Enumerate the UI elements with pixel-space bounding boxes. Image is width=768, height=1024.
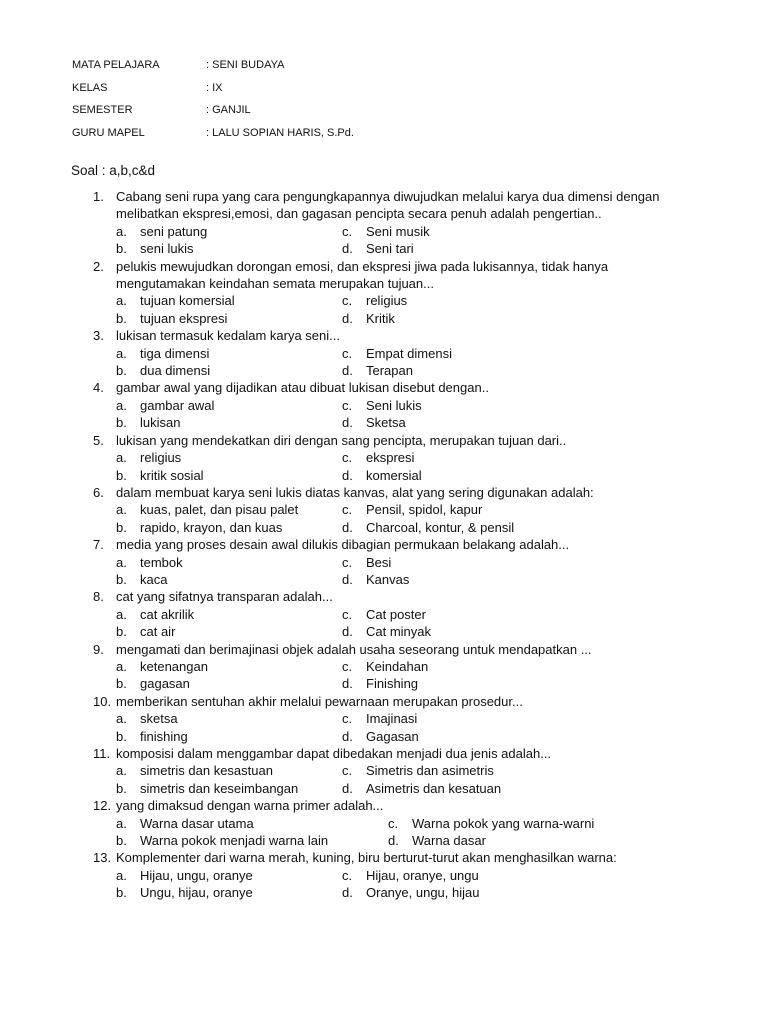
- option-text: Empat dimensi: [366, 345, 452, 361]
- option-row: [93, 397, 693, 414]
- answer-option: [116, 292, 342, 309]
- question-number: 2.: [93, 258, 104, 274]
- answer-option: [388, 815, 614, 832]
- answer-option: [116, 658, 342, 675]
- option-letter: b.: [116, 676, 127, 692]
- question-line: [93, 797, 693, 814]
- answer-option: [342, 762, 568, 779]
- option-text: ekspresi: [366, 450, 415, 466]
- question-item: [93, 797, 693, 849]
- question-item: [93, 536, 693, 588]
- option-row: [93, 815, 693, 832]
- option-text: Asimetris dan kesatuan: [366, 780, 502, 796]
- option-row: [93, 710, 693, 727]
- option-text: Terapan: [366, 363, 413, 379]
- option-letter: d.: [342, 728, 353, 744]
- option-row: [93, 345, 693, 362]
- answer-option: [342, 240, 568, 257]
- option-letter: a.: [116, 815, 127, 831]
- option-text: seni lukis: [140, 241, 194, 257]
- header-label: GURU MAPEL: [72, 126, 145, 139]
- header-value: : GANJIL: [206, 104, 251, 116]
- option-letter: b.: [116, 310, 127, 326]
- question-item: [93, 484, 693, 536]
- question-item: [93, 641, 693, 693]
- option-text: komersial: [366, 467, 422, 483]
- option-text: simetris dan kesastuan: [140, 763, 273, 779]
- option-text: Seni musik: [366, 223, 430, 239]
- option-text: dua dimensi: [140, 363, 211, 379]
- option-letter: a.: [116, 450, 127, 466]
- answer-option: [342, 554, 568, 571]
- answer-option: [116, 867, 342, 884]
- header-label: SEMESTER: [72, 104, 133, 116]
- option-text: Imajinasi: [366, 711, 418, 727]
- option-letter: c.: [342, 554, 353, 570]
- option-text: simetris dan keseimbangan: [140, 780, 299, 796]
- question-item: [93, 745, 693, 797]
- option-text: Gagasan: [366, 728, 419, 744]
- answer-option: [116, 362, 342, 379]
- option-text: Warna dasar: [412, 833, 486, 849]
- option-text: religius: [140, 450, 182, 466]
- question-number: 6.: [93, 484, 104, 500]
- question-line: [93, 849, 693, 866]
- option-letter: d.: [342, 310, 353, 326]
- question-number: 11.: [93, 746, 111, 761]
- option-row: [93, 240, 693, 257]
- option-text: gambar awal: [140, 397, 215, 413]
- answer-option: [116, 240, 342, 257]
- option-text: religius: [366, 293, 408, 309]
- question-text: mengamati dan berimajinasi objek adalah usaha seseorang untuk mendapatkan ...: [116, 641, 592, 657]
- option-letter: d.: [342, 519, 353, 535]
- question-line: [93, 327, 693, 344]
- question-line: [93, 641, 693, 658]
- question-text: Cabang seni rupa yang cara pengungkapannya diwujudkan melalui karya dua dimensi dengan melibatkan ekspresi,emosi, dan gagasan pencipta secara penuh adalah pengertian..: [116, 189, 660, 222]
- option-letter: a.: [116, 763, 127, 779]
- answer-option: [342, 223, 568, 240]
- document-header: [72, 57, 354, 147]
- option-letter: a.: [116, 867, 127, 883]
- header-row-semester: [72, 102, 354, 125]
- option-text: Oranye, ungu, hijau: [366, 885, 480, 901]
- question-text: pelukis mewujudkan dorongan emosi, dan ekspresi jiwa pada lukisannya, tidak hanya mengutamakan keindahan semata merupakan tujuan...: [116, 258, 609, 292]
- option-text: tembok: [140, 554, 183, 570]
- answer-option: [342, 467, 568, 484]
- question-number: 10.: [93, 693, 112, 709]
- question-number: 9.: [93, 641, 104, 657]
- question-line: [93, 536, 693, 553]
- option-text: Seni lukis: [366, 397, 422, 413]
- option-row: [93, 884, 693, 901]
- option-text: Finishing: [366, 676, 419, 692]
- option-row: [93, 780, 693, 797]
- question-list: [93, 188, 693, 902]
- option-text: finishing: [140, 728, 188, 744]
- answer-option: [342, 449, 568, 466]
- option-row: [93, 658, 693, 675]
- answer-option: [342, 362, 568, 379]
- option-row: [93, 467, 693, 484]
- header-row-teacher: [72, 125, 354, 148]
- answer-option: [116, 832, 388, 849]
- answer-option: [116, 623, 342, 640]
- option-letter: c.: [342, 711, 353, 727]
- answer-option: [342, 414, 568, 431]
- option-text: kaca: [140, 571, 168, 587]
- option-text: seni patung: [140, 223, 208, 239]
- question-text: memberikan sentuhan akhir melalui pewarnaan merupakan prosedur...: [116, 693, 523, 709]
- option-text: Ungu, hijau, oranye: [140, 885, 253, 901]
- question-line: [93, 188, 693, 223]
- answer-option: [342, 710, 568, 727]
- question-number: 3.: [93, 328, 104, 344]
- option-text: Charcoal, kontur, & pensil: [366, 519, 515, 535]
- option-text: tiga dimensi: [140, 345, 210, 361]
- option-letter: c.: [342, 763, 353, 779]
- answer-option: [342, 292, 568, 309]
- question-number: 1.: [93, 189, 104, 204]
- question-item: [93, 379, 693, 431]
- question-item: [93, 188, 693, 258]
- question-text: cat yang sifatnya transparan adalah...: [116, 589, 333, 605]
- header-row-subject: [72, 57, 354, 80]
- option-row: [93, 501, 693, 518]
- option-letter: a.: [116, 223, 127, 239]
- header-value: : LALU SOPIAN HARIS, S.Pd.: [206, 126, 354, 139]
- option-letter: d.: [342, 363, 353, 379]
- option-letter: c.: [342, 293, 353, 309]
- question-item: [93, 432, 693, 484]
- option-row: [93, 554, 693, 571]
- answer-option: [116, 554, 342, 571]
- option-text: rapido, krayon, dan kuas: [140, 519, 283, 535]
- option-letter: c.: [342, 658, 353, 674]
- answer-option: [116, 501, 342, 518]
- option-letter: b.: [116, 519, 127, 535]
- option-text: cat air: [140, 624, 176, 640]
- option-letter: d.: [342, 241, 353, 257]
- answer-option: [116, 675, 342, 692]
- option-letter: d.: [342, 571, 353, 587]
- option-letter: d.: [342, 415, 353, 431]
- option-text: Simetris dan asimetris: [366, 763, 494, 779]
- answer-option: [342, 519, 568, 536]
- option-row: [93, 519, 693, 536]
- option-text: Hijau, oranye, ungu: [366, 867, 479, 883]
- question-text: media yang proses desain awal dilukis dibagian permukaan belakang adalah...: [116, 537, 570, 553]
- question-number: 12.: [93, 798, 112, 814]
- option-row: [93, 623, 693, 640]
- option-row: [93, 292, 693, 309]
- option-letter: b.: [116, 241, 127, 257]
- answer-option: [116, 345, 342, 362]
- option-letter: c.: [342, 223, 353, 239]
- option-letter: a.: [116, 554, 127, 570]
- option-letter: d.: [342, 467, 353, 483]
- option-text: Warna pokok yang warna-warni: [412, 815, 595, 831]
- answer-option: [116, 815, 388, 832]
- question-item: [93, 327, 693, 379]
- option-row: [93, 606, 693, 623]
- question-number: 13.: [93, 850, 112, 866]
- option-row: [93, 223, 693, 240]
- option-letter: b.: [116, 780, 127, 796]
- answer-option: [342, 623, 568, 640]
- option-letter: b.: [116, 728, 127, 744]
- question-text: komposisi dalam menggambar dapat dibedakan menjadi dua jenis adalah...: [116, 746, 552, 761]
- question-text: Komplementer dari warna merah, kuning, biru berturut-turut akan menghasilkan warna:: [116, 850, 617, 866]
- option-text: lukisan: [140, 415, 181, 431]
- option-row: [93, 310, 693, 327]
- option-text: kuas, palet, dan pisau palet: [140, 502, 299, 518]
- option-text: Kanvas: [366, 571, 410, 587]
- option-letter: c.: [342, 606, 353, 622]
- answer-option: [116, 710, 342, 727]
- option-letter: d.: [342, 885, 353, 901]
- answer-option: [116, 397, 342, 414]
- option-letter: a.: [116, 711, 127, 727]
- question-text: lukisan termasuk kedalam karya seni...: [116, 328, 340, 344]
- answer-option: [342, 884, 568, 901]
- question-text: yang dimaksud dengan warna primer adalah...: [116, 798, 384, 814]
- option-text: cat akrilik: [140, 606, 195, 622]
- question-line: [93, 379, 693, 396]
- option-letter: b.: [116, 885, 127, 901]
- question-item: [93, 849, 693, 901]
- answer-option: [342, 310, 568, 327]
- question-item: [93, 588, 693, 640]
- option-letter: b.: [116, 415, 127, 431]
- question-text: gambar awal yang dijadikan atau dibuat lukisan disebut dengan..: [116, 380, 489, 396]
- option-letter: d.: [342, 676, 353, 692]
- option-letter: c.: [342, 397, 353, 413]
- answer-option: [116, 780, 342, 797]
- option-letter: a.: [116, 502, 127, 518]
- option-text: Warna dasar utama: [140, 815, 254, 831]
- option-text: Warna pokok menjadi warna lain: [140, 833, 329, 849]
- answer-option: [342, 780, 568, 797]
- answer-option: [342, 867, 568, 884]
- option-row: [93, 762, 693, 779]
- option-row: [93, 362, 693, 379]
- answer-option: [342, 606, 568, 623]
- question-line: [93, 588, 693, 605]
- answer-option: [342, 728, 568, 745]
- option-letter: d.: [342, 624, 353, 640]
- option-text: tujuan ekspresi: [140, 310, 228, 326]
- header-value: : IX: [206, 81, 223, 94]
- answer-option: [116, 728, 342, 745]
- option-text: gagasan: [140, 676, 190, 692]
- header-label: MATA PELAJARA: [72, 59, 160, 71]
- questions-intro: Soal : a,b,c&d: [71, 163, 156, 178]
- answer-option: [116, 606, 342, 623]
- question-text: dalam membuat karya seni lukis diatas kanvas, alat yang sering digunakan adalah:: [116, 484, 594, 500]
- option-row: [93, 867, 693, 884]
- question-number: 7.: [93, 537, 104, 553]
- option-letter: b.: [116, 624, 127, 640]
- answer-option: [116, 223, 342, 240]
- option-letter: d.: [388, 833, 399, 849]
- option-letter: a.: [116, 658, 127, 674]
- answer-option: [116, 467, 342, 484]
- answer-option: [342, 501, 568, 518]
- question-line: [93, 258, 693, 293]
- header-label: KELAS: [72, 81, 108, 94]
- option-letter: b.: [116, 833, 127, 849]
- answer-option: [342, 397, 568, 414]
- answer-option: [116, 884, 342, 901]
- answer-option: [116, 310, 342, 327]
- option-letter: c.: [388, 815, 399, 831]
- question-item: [93, 258, 693, 328]
- question-line: [93, 432, 693, 449]
- option-letter: b.: [116, 571, 127, 587]
- answer-option: [116, 571, 342, 588]
- question-item: [93, 693, 693, 745]
- answer-option: [342, 658, 568, 675]
- option-letter: a.: [116, 345, 127, 361]
- answer-option: [116, 519, 342, 536]
- option-text: ketenangan: [140, 658, 208, 674]
- option-text: tujuan komersial: [140, 293, 235, 309]
- answer-option: [342, 345, 568, 362]
- option-text: Seni tari: [366, 241, 414, 257]
- option-letter: b.: [116, 467, 127, 483]
- option-letter: c.: [342, 345, 353, 361]
- option-text: Hijau, ungu, oranye: [140, 867, 253, 883]
- option-row: [93, 832, 693, 849]
- option-letter: c.: [342, 450, 353, 466]
- question-line: [93, 745, 693, 762]
- option-letter: b.: [116, 363, 127, 379]
- answer-option: [116, 449, 342, 466]
- option-text: Cat poster: [366, 606, 426, 622]
- option-text: Kritik: [366, 310, 395, 326]
- option-text: kritik sosial: [140, 467, 204, 483]
- option-text: Cat minyak: [366, 624, 432, 640]
- answer-option: [116, 762, 342, 779]
- answer-option: [342, 571, 568, 588]
- option-letter: a.: [116, 606, 127, 622]
- option-letter: a.: [116, 397, 127, 413]
- header-row-class: [72, 80, 354, 103]
- option-text: Keindahan: [366, 658, 429, 674]
- option-letter: c.: [342, 502, 353, 518]
- option-text: sketsa: [140, 711, 178, 727]
- option-row: [93, 728, 693, 745]
- question-line: [93, 484, 693, 501]
- question-number: 5.: [93, 432, 104, 448]
- question-line: [93, 693, 693, 710]
- answer-option: [116, 414, 342, 431]
- answer-option: [342, 675, 568, 692]
- question-number: 4.: [93, 380, 104, 396]
- option-letter: d.: [342, 780, 353, 796]
- option-row: [93, 571, 693, 588]
- answer-option: [388, 832, 614, 849]
- option-text: Pensil, spidol, kapur: [366, 502, 483, 518]
- option-text: Sketsa: [366, 415, 406, 431]
- option-row: [93, 675, 693, 692]
- question-number: 8.: [93, 589, 104, 605]
- option-text: Besi: [366, 554, 392, 570]
- option-row: [93, 449, 693, 466]
- option-row: [93, 414, 693, 431]
- option-letter: c.: [342, 867, 353, 883]
- option-letter: a.: [116, 293, 127, 309]
- question-text: lukisan yang mendekatkan diri dengan sang pencipta, merupakan tujuan dari..: [116, 432, 567, 448]
- header-value: : SENI BUDAYA: [206, 59, 285, 71]
